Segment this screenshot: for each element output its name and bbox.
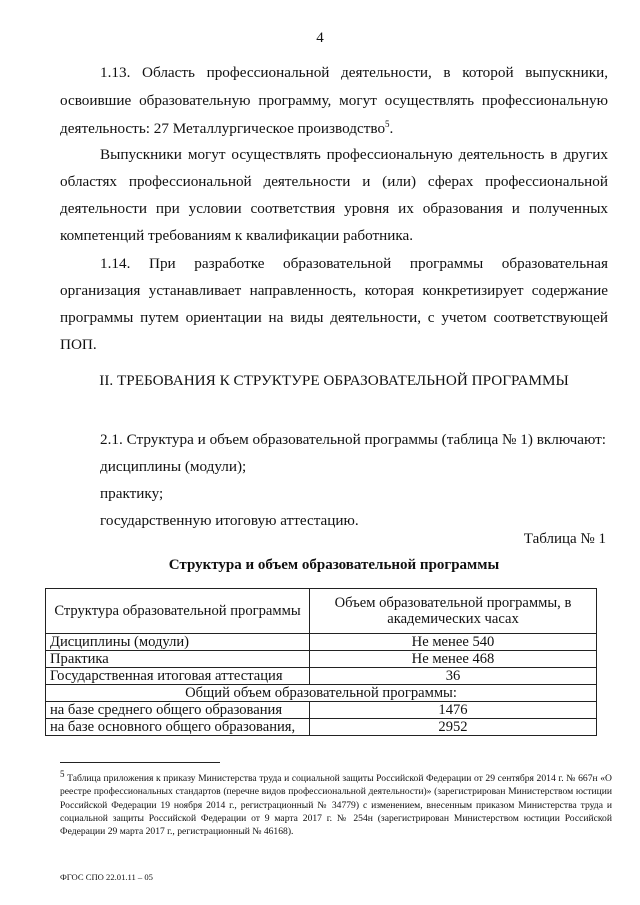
table-cell-name: Государственная итоговая аттестация (46, 668, 310, 685)
paragraph-1-14-line-3: программы путем ориентации на виды деятельности, с учетом соответствующей (60, 309, 608, 326)
footnote (60, 768, 612, 838)
table-cell-value: 2952 (310, 719, 597, 736)
paragraph-1-13-line-2: освоившие образовательную программу, могут осуществлять профессиональную (60, 92, 608, 109)
table-cell-value: Не менее 540 (310, 634, 597, 651)
graduates-paragraph-line-4: компетенций требованиям к квалификации работника. (60, 227, 414, 244)
table-total-row (46, 685, 597, 702)
footnote-marker: 5 (60, 769, 65, 779)
structure-table (45, 588, 597, 736)
section-heading: II. ТРЕБОВАНИЯ К СТРУКТУРЕ ОБРАЗОВАТЕЛЬНОЙ ПРОГРАММЫ (99, 372, 569, 389)
paragraph-1-13-line-1: 1.13. Область профессиональной деятельности, в которой выпускники, (100, 64, 608, 81)
table-row (46, 702, 597, 719)
graduates-paragraph-line-3: деятельности при условии соответствия уровня их образования и полученных (60, 200, 608, 217)
table-row (46, 668, 597, 685)
table-row (46, 651, 597, 668)
footer-code: ФГОС СПО 22.01.11 – 05 (60, 872, 153, 882)
table-cell-name: на базе среднего общего образования (46, 702, 310, 719)
table-header-row (46, 589, 597, 634)
table-cell-name: Практика (46, 651, 310, 668)
table-row (46, 719, 597, 736)
graduates-paragraph-line-2: областях профессиональной деятельности и (или) сферах профессиональной (60, 173, 608, 190)
page-number: 4 (316, 30, 324, 46)
table-cell-value: 36 (310, 668, 597, 685)
table-label: Таблица № 1 (523, 531, 606, 547)
table-row (46, 634, 597, 651)
paragraph-1-14-line-4: ПОП. (60, 336, 97, 353)
table-header-cell: Структура образовательной программы (46, 589, 310, 634)
table-header-cell: Объем образовательной программы, в академических часах (310, 589, 597, 634)
table-cell-value: 1476 (310, 702, 597, 719)
list-item: дисциплины (модули); (100, 458, 247, 475)
table-cell-value: Не менее 468 (310, 651, 597, 668)
footnote-text: Таблица приложения к приказу Министерства труда и социальной защиты Российской Федерации от 29 сентября 2014 г. № 667н «О реестре профессиональных стандартов (перечне видов профессиональной деятельности)» (зарегистрирован Министерством юстиции Российской Федерации 19 ноября 2014 г., регистрационный № 34779) с изменением, внесенным приказом Министерства труда и социальной защиты Российской Федерации от 9 марта 2017 г. № 254н (зарегистрирован Министерством юстиции Российской Федерации 29 марта 2017 г., регистрационный № 46168). (60, 773, 612, 837)
paragraph-1-13-text: деятельность: 27 Металлургическое производство (60, 120, 386, 138)
list-item: государственную итоговую аттестацию. (100, 512, 359, 529)
table-title: Структура и объем образовательной программы (168, 557, 500, 573)
graduates-paragraph-line-1: Выпускники могут осуществлять профессиональную деятельность в других (100, 146, 608, 163)
table-cell-name: на базе основного общего образования, (46, 719, 310, 736)
paragraph-1-13-end: . (389, 120, 394, 138)
paragraph-1-13-line-3 (60, 119, 608, 138)
paragraph-1-14-line-1: 1.14. При разработке образовательной программы образовательная (100, 255, 608, 272)
footnote-reference: 5 (385, 119, 390, 129)
table-total-label: Общий объем образовательной программы: (46, 685, 597, 702)
list-item: практику; (100, 485, 164, 502)
table-cell-name: Дисциплины (модули) (46, 634, 310, 651)
paragraph-2-1: 2.1. Структура и объем образовательной программы (таблица № 1) включают: (100, 431, 606, 448)
footnote-separator (60, 762, 220, 763)
paragraph-1-14-line-2: организация устанавливает направленность, которая конкретизирует содержание (60, 282, 608, 299)
